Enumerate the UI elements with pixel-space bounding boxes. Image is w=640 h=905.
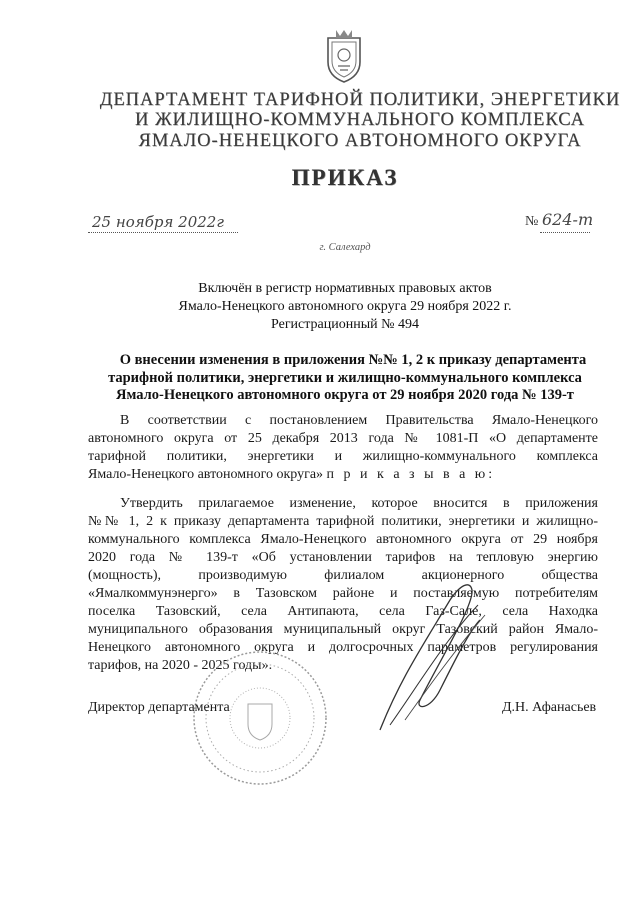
date-underline xyxy=(88,232,238,233)
signer-name: Д.Н. Афанасьев xyxy=(502,700,597,715)
registry-line-3: Регистрационный № 494 xyxy=(271,317,419,332)
paragraph-line: №№ 1, 2 к приказу департамента тарифной политики, энергетики и жилищно- xyxy=(88,514,598,529)
paragraph-decision xyxy=(88,495,598,675)
handwritten-number: 624-т xyxy=(542,210,594,229)
order-title-line-3: Ямало-Ненецкого автономного округа от 29 ноября 2020 года № 139-т xyxy=(116,387,574,403)
number-label: № xyxy=(525,214,539,229)
department-name-line-3: ЯМАЛО-НЕНЕЦКОГО АВТОНОМНОГО ОКРУГА xyxy=(138,131,582,151)
paragraph-line: муниципального образования муниципальный округ Тазовский район Ямало- xyxy=(88,622,598,637)
handwritten-date: 25 ноября 2022г xyxy=(92,213,224,231)
paragraph-line: поселка Тазовский, села Антипаюта, села Газ-Сале, села Находка xyxy=(88,604,598,619)
city-label: г. Салехард xyxy=(319,242,371,253)
paragraph-line: (мощность), производимую филиалом акционерного общества xyxy=(88,568,598,583)
paragraph-line: 2020 года № 139-т «Об установлении тарифов на тепловую энергию xyxy=(88,550,598,565)
paragraph-line: тарифов, на 2020 - 2025 годы». xyxy=(88,658,273,673)
paragraph-line: Утвердить прилагаемое изменение, которое вносится в приложения xyxy=(120,496,598,511)
order-verb: п р и к а з ы в а ю: xyxy=(326,467,496,482)
official-seal-icon xyxy=(190,648,330,788)
paragraph-line xyxy=(88,466,598,484)
department-name-line-1: ДЕПАРТАМЕНТ ТАРИФНОЙ ПОЛИТИКИ, ЭНЕРГЕТИКИ xyxy=(99,90,621,110)
paragraph-line: коммунального комплекса Ямало-Ненецкого автономного округа от 29 ноября xyxy=(88,532,598,547)
paragraph-line: «Ямалкоммунэнерго» в Тазовском районе и поставляемую потребителям xyxy=(88,586,598,601)
paragraph-line: Ненецкого автономного округа и долгосрочных параметров регулирования xyxy=(88,640,598,655)
order-title-line-2: тарифной политики, энергетики и жилищно-коммунального комплекса xyxy=(108,370,582,386)
paragraph-line: В соответствии с постановлением Правительства Ямало-Ненецкого xyxy=(120,413,598,428)
paragraph-line: тарифной политики, энергетики и жилищно-коммунального комплекса xyxy=(88,449,598,464)
paragraph-basis xyxy=(88,412,598,484)
coat-of-arms-icon xyxy=(322,28,366,84)
document-type-heading: ПРИКАЗ xyxy=(291,165,399,190)
signer-position: Директор департамента xyxy=(88,700,230,715)
order-title-line-1: О внесении изменения в приложения №№ 1, 2 к приказу департамента xyxy=(119,352,587,368)
number-underline xyxy=(540,232,590,233)
handwritten-signature-icon xyxy=(360,560,520,740)
registry-line-2: Ямало-Ненецкого автономного округа 29 ноября 2022 г. xyxy=(178,299,512,314)
registry-line-1: Включён в регистр нормативных правовых актов xyxy=(198,281,492,296)
paragraph-line-text: Ямало-Ненецкого автономного округа» xyxy=(88,467,324,482)
department-name-line-2: И ЖИЛИЩНО-КОММУНАЛЬНОГО КОМПЛЕКСА xyxy=(135,110,585,130)
paragraph-line: автономного округа от 25 декабря 2013 года № 1081-П «О департаменте xyxy=(88,431,598,446)
